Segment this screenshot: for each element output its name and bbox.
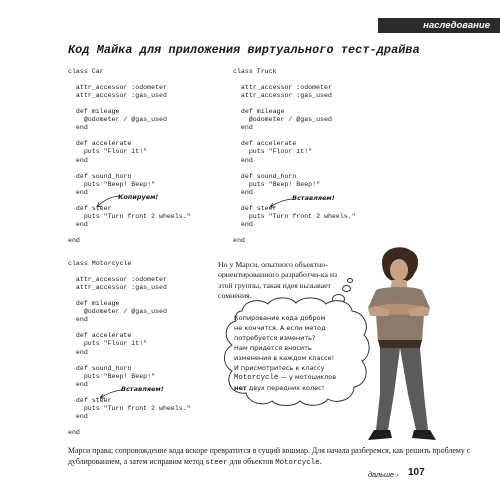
bubble-code-word: Motorcycle: [234, 374, 279, 383]
bubble-line: изменения в каждом классе!: [234, 353, 335, 362]
body-text-part: для объектов: [227, 457, 276, 467]
bubble-line-rest: — у мотоциклов: [278, 373, 337, 382]
page-number: 107: [408, 467, 425, 478]
section-tab: наследование: [378, 18, 500, 33]
bubble-line: не кончится. А если метод: [234, 323, 326, 332]
arrow-copied-icon: [93, 192, 121, 212]
bubble-line-rest: двух передних колес!: [246, 384, 325, 393]
annotation-copied: Копируем!: [118, 193, 159, 201]
arrow-pasted-motorcycle-icon: [95, 387, 123, 403]
bubble-line: Нам придется вносить: [234, 343, 312, 352]
bubble-line: Копирование кода добром: [234, 314, 326, 322]
body-paragraph: [68, 445, 488, 470]
bubble-bold-word: нет: [234, 384, 247, 393]
code-block-motorcycle: class Motorcycle attr_accessor :odometer attr_accessor :gas_used def mileage @odometer / @gas_used end def accelerate puts "Floor it!" end def sound_horn puts "Beep! Beep!" end def steer puts "Turn front 2 wheels." end end: [68, 260, 191, 436]
inline-code-motorcycle: Motorcycle: [275, 459, 320, 468]
annotation-pasted-motorcycle: Вставляем!: [121, 385, 164, 393]
next-page-link[interactable]: дальше ›: [368, 470, 399, 479]
bubble-line: потребуется изменить?: [234, 333, 316, 342]
body-text-part: .: [319, 457, 322, 467]
page-title: Код Майка для приложения виртуального тест-драйва: [68, 43, 420, 57]
intro-paragraph: Но у Марси, опытного объектно-ориентированного разработчи-ка из этой группы, такая идея вызывает сомнения.: [218, 260, 338, 300]
inline-code-steer: steer: [205, 459, 228, 468]
code-block-car: class Car attr_accessor :odometer attr_accessor :gas_used def mileage @odometer / @gas_used end def accelerate puts "Floor it!" end def sound_horn puts "Beep! Beep!" end def steer puts "Turn front 2 wheels." end end: [68, 68, 191, 244]
woman-photo-illustration: [338, 244, 458, 444]
body-text-part: Марси права; сопровождение кода вскоре превратится в сущий кошмар. Для начала разберемся, как решить проблему с дублированием, а затем исправим метод: [68, 446, 471, 467]
bubble-line: И присмотритесь к классу: [234, 363, 325, 372]
arrow-pasted-truck-icon: [265, 196, 293, 212]
code-block-truck: class Truck attr_accessor :odometer attr_accessor :gas_used def mileage @odometer / @gas_used end def accelerate puts "Floor it!" end def sound_horn puts "Beep! Beep!" end def steer puts "Turn front 2 wheels." end end: [233, 68, 356, 244]
annotation-pasted-truck: Вставляем!: [292, 194, 335, 202]
